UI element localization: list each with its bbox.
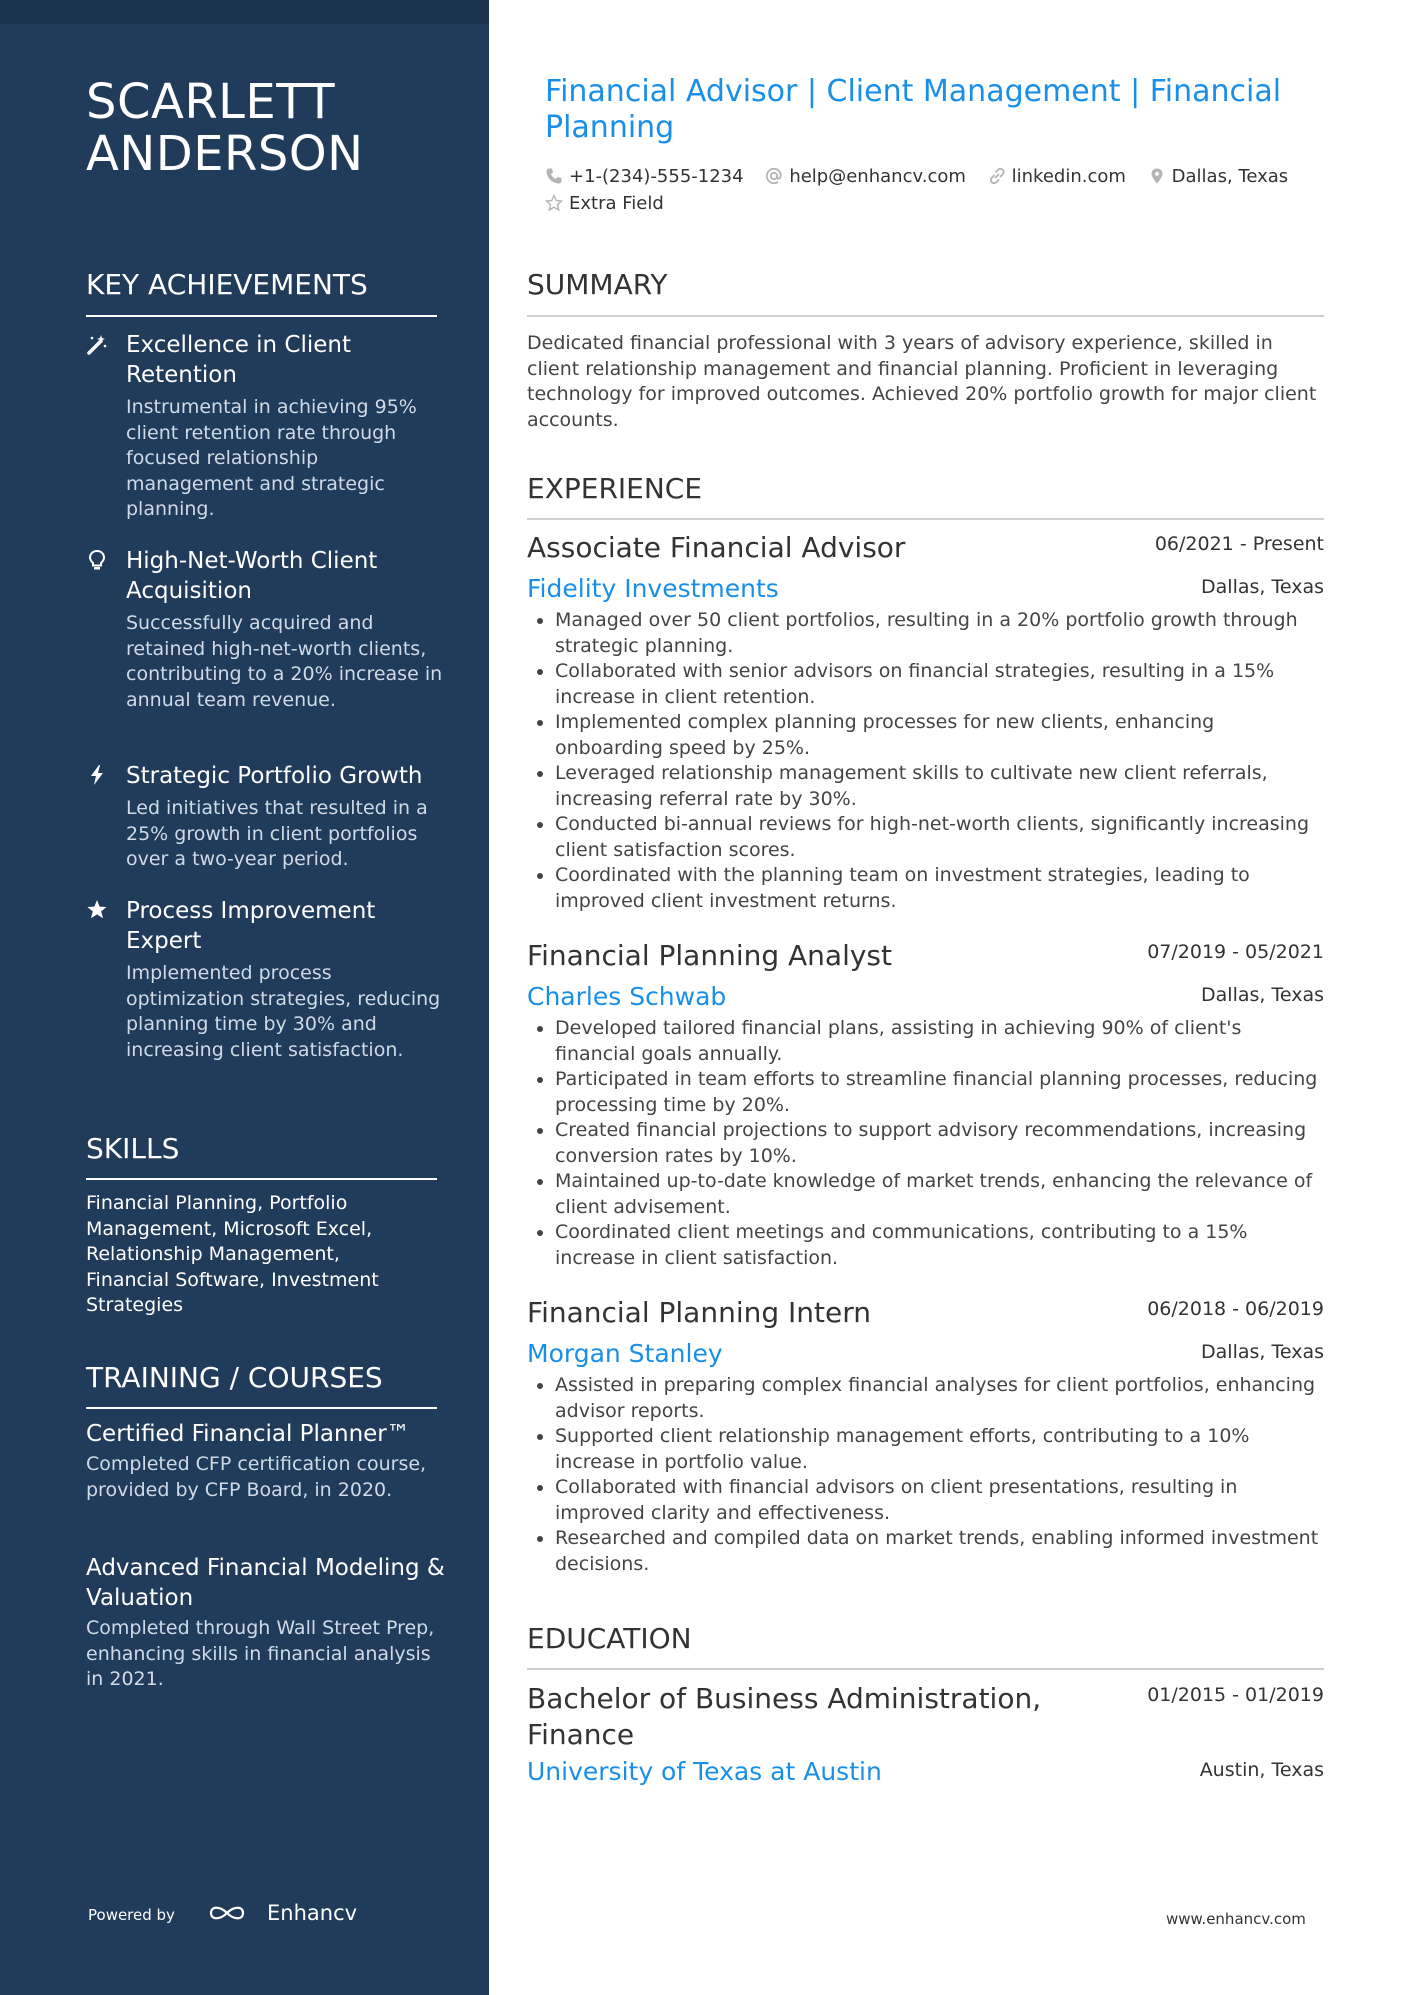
course-desc: Completed CFP certification course, provided by CFP Board, in 2020. bbox=[86, 1453, 427, 1501]
star-icon bbox=[86, 898, 108, 922]
job-bullet: • Implemented complex planning processes for new clients, enhancing onboarding speed by 25%. bbox=[555, 710, 1324, 761]
achievements-title: KEY ACHIEVEMENTS bbox=[86, 268, 368, 301]
job-role: Financial Planning Analyst bbox=[527, 939, 892, 972]
job-bullet: • Participated in team efforts to streamline financial planning processes, reducing processing time by 20%. bbox=[555, 1067, 1324, 1118]
education-dates: 01/2015 - 01/2019 bbox=[1147, 1684, 1324, 1706]
enhancv-logo[interactable] bbox=[207, 1898, 367, 1928]
experience-divider bbox=[527, 518, 1324, 520]
experience-title: EXPERIENCE bbox=[527, 472, 703, 505]
job-bullet: • Coordinated client meetings and communications, contributing to a 15% increase in client satisfaction. bbox=[555, 1220, 1324, 1271]
job-dates: 06/2021 - Present bbox=[1154, 533, 1324, 555]
lightbulb-icon bbox=[86, 548, 108, 572]
education-location: Austin, Texas bbox=[1199, 1759, 1324, 1781]
course-item bbox=[86, 1553, 446, 1693]
at-icon bbox=[765, 167, 783, 185]
contact-phone[interactable] bbox=[545, 163, 744, 190]
magic-wand-icon bbox=[86, 332, 108, 356]
education-entry bbox=[527, 1681, 1324, 1791]
achievement-title: Process Improvement Expert bbox=[126, 898, 376, 954]
enhancv-logo-icon bbox=[207, 1898, 367, 1928]
job-dates: 06/2018 - 06/2019 bbox=[1147, 1298, 1324, 1320]
job-company[interactable]: Fidelity Investments bbox=[527, 574, 779, 603]
job-entry bbox=[527, 1295, 1324, 1577]
phone-text: +1-(234)-555-1234 bbox=[569, 166, 744, 187]
training-title: TRAINING / COURSES bbox=[86, 1361, 383, 1394]
achievement-item bbox=[86, 330, 446, 523]
contact-location bbox=[1148, 163, 1289, 190]
sidebar-top-band bbox=[0, 0, 489, 24]
course-desc: Completed through Wall Street Prep, enhancing skills in financial analysis in 2021. bbox=[86, 1617, 435, 1690]
job-bullet: • Leveraged relationship management skills to cultivate new client referrals, increasing referral rate by 30%. bbox=[555, 761, 1324, 812]
job-entry bbox=[527, 938, 1324, 1271]
job-role: Financial Planning Intern bbox=[527, 1296, 871, 1329]
achievement-title: Excellence in Client Retention bbox=[126, 332, 352, 388]
achievement-item bbox=[86, 546, 446, 713]
training-divider bbox=[86, 1407, 437, 1409]
job-bullet: • Collaborated with financial advisors on client presentations, resulting in improved clarity and effectiveness. bbox=[555, 1475, 1324, 1526]
sidebar bbox=[0, 0, 489, 1995]
job-bullet: • Supported client relationship management efforts, contributing to a 10% increase in portfolio value. bbox=[555, 1424, 1324, 1475]
summary-divider bbox=[527, 315, 1324, 317]
job-location: Dallas, Texas bbox=[1201, 1341, 1324, 1363]
footer-url[interactable]: www.enhancv.com bbox=[1166, 1910, 1306, 1928]
education-title: EDUCATION bbox=[527, 1622, 692, 1655]
headline: Financial Advisor | Client Management | Financial Planning bbox=[545, 74, 1282, 145]
job-company[interactable]: Morgan Stanley bbox=[527, 1339, 723, 1368]
summary-title: SUMMARY bbox=[527, 268, 668, 301]
job-location: Dallas, Texas bbox=[1201, 576, 1324, 598]
course-title: Advanced Financial Modeling & Valuation bbox=[86, 1555, 445, 1611]
job-bullet: • Researched and compiled data on market trends, enabling informed investment decisions. bbox=[555, 1526, 1324, 1577]
job-bullet: • Collaborated with senior advisors on financial strategies, resulting in a 15% increase in client retention. bbox=[555, 659, 1324, 710]
achievement-desc: Led initiatives that resulted in a 25% growth in client portfolios over a two-year period. bbox=[126, 797, 428, 870]
location-text: Dallas, Texas bbox=[1171, 166, 1289, 187]
contact-bar bbox=[545, 163, 1325, 217]
lightning-icon bbox=[86, 763, 108, 787]
job-bullet: • Created financial projections to support advisory recommendations, increasing conversion rates by 10%. bbox=[555, 1118, 1324, 1169]
education-divider bbox=[527, 1668, 1324, 1670]
job-dates: 07/2019 - 05/2021 bbox=[1147, 941, 1324, 963]
skills-divider bbox=[86, 1178, 437, 1180]
achievement-desc: Implemented process optimization strategies, reducing planning time by 30% and increasing client satisfaction. bbox=[126, 962, 441, 1061]
skills-title: SKILLS bbox=[86, 1132, 180, 1165]
job-entry bbox=[527, 530, 1324, 914]
job-bullet: • Developed tailored financial plans, assisting in achieving 90% of client's financial goals annually. bbox=[555, 1016, 1324, 1067]
email-text: help@enhancv.com bbox=[789, 166, 966, 187]
job-bullet: • Coordinated with the planning team on investment strategies, leading to improved client investment returns. bbox=[555, 863, 1324, 914]
achievements-divider bbox=[86, 315, 437, 317]
job-bullet: • Maintained up-to-date knowledge of market trends, enhancing the relevance of client advisement. bbox=[555, 1169, 1324, 1220]
extra-field-text: Extra Field bbox=[569, 193, 664, 214]
job-bullets bbox=[527, 1373, 1324, 1577]
job-location: Dallas, Texas bbox=[1201, 984, 1324, 1006]
location-pin-icon bbox=[1148, 167, 1166, 185]
job-bullets bbox=[527, 1016, 1324, 1271]
candidate-name: SCARLETT ANDERSON bbox=[86, 74, 364, 182]
job-bullet: • Conducted bi-annual reviews for high-net-worth clients, significantly increasing client satisfaction scores. bbox=[555, 812, 1324, 863]
star-outline-icon bbox=[545, 194, 563, 212]
job-bullet: • Managed over 50 client portfolios, resulting in a 20% portfolio growth through strategic planning. bbox=[555, 608, 1324, 659]
achievement-item bbox=[86, 761, 446, 873]
achievement-desc: Successfully acquired and retained high-net-worth clients, contributing to a 20% increase in annual team revenue. bbox=[126, 612, 443, 711]
contact-extra bbox=[545, 190, 664, 217]
contact-email[interactable] bbox=[765, 163, 966, 190]
achievement-title: High-Net-Worth Client Acquisition bbox=[126, 548, 378, 604]
job-bullet: • Assisted in preparing complex financial analyses for client portfolios, enhancing advisor reports. bbox=[555, 1373, 1324, 1424]
job-bullets bbox=[527, 608, 1324, 914]
course-item bbox=[86, 1419, 446, 1503]
job-role: Associate Financial Advisor bbox=[527, 531, 906, 564]
phone-icon bbox=[545, 167, 563, 185]
powered-by-label: Powered by bbox=[88, 1906, 175, 1924]
job-company[interactable]: Charles Schwab bbox=[527, 982, 727, 1011]
contact-linkedin[interactable] bbox=[988, 163, 1126, 190]
education-degree: Bachelor of Business Administration, Finance bbox=[527, 1682, 1042, 1751]
education-school[interactable]: University of Texas at Austin bbox=[527, 1757, 882, 1786]
course-title: Certified Financial Planner™ bbox=[86, 1421, 410, 1447]
skills-text: Financial Planning, Portfolio Management, Microsoft Excel, Relationship Management, Financial Software, Investment Strategies bbox=[86, 1192, 379, 1316]
brand-name: Enhancv bbox=[267, 1901, 358, 1925]
link-icon bbox=[988, 167, 1006, 185]
achievement-title: Strategic Portfolio Growth bbox=[126, 763, 423, 789]
achievement-item bbox=[86, 896, 446, 1063]
summary-text: Dedicated financial professional with 3 years of advisory experience, skilled in client relationship management and financial planning. Proficient in leveraging technology for improved outcomes. Achieved 20% portfolio growth for major client accounts. bbox=[527, 332, 1317, 431]
achievement-desc: Instrumental in achieving 95% client retention rate through focused relationship management and strategic planning. bbox=[126, 396, 417, 520]
linkedin-text: linkedin.com bbox=[1011, 166, 1126, 187]
